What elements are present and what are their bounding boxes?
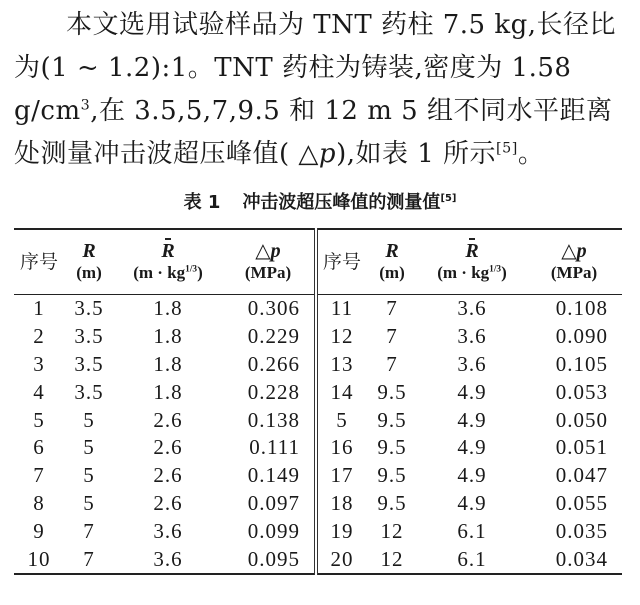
cell-right-seq: 19 [330, 518, 354, 543]
header-r-2: R (m) [379, 240, 405, 282]
cell-right-rbar: 4.9 [457, 463, 487, 488]
header-dp: △p (MPa) [222, 229, 316, 295]
measure-text: 处测量冲击波超压峰值( △ [14, 139, 319, 169]
cell-right-seq: 13 [330, 351, 354, 376]
cell-left-seq: 2 [33, 324, 45, 349]
cell-right-r: 7 [386, 324, 398, 349]
cell-right-r: 12 [380, 518, 404, 543]
cell-right-dp: 0.108 [555, 296, 608, 321]
cell-right-dp: 0.034 [555, 546, 608, 571]
table-row [14, 378, 622, 406]
cell-left-seq: 9 [33, 518, 45, 543]
table-row [14, 545, 622, 574]
table-row [14, 406, 622, 434]
cell-right-dp: 0.105 [555, 351, 608, 376]
cell-right-seq: 17 [330, 463, 354, 488]
cell-left-r: 3.5 [74, 296, 104, 321]
cell-left-rbar: 1.8 [153, 379, 183, 404]
cell-left-dp: 0.306 [222, 295, 316, 323]
measurement-table [14, 228, 622, 575]
cell-left-seq: 4 [33, 379, 45, 404]
cell-right-r: 12 [380, 546, 404, 571]
caption-citation[interactable]: [5] [440, 193, 457, 204]
cell-right-rbar: 6.1 [457, 518, 487, 543]
cell-left-r: 5 [83, 407, 95, 432]
cell-left-rbar: 2.6 [153, 435, 183, 460]
cell-right-rbar: 3.6 [457, 296, 487, 321]
paragraph-line-3 [14, 90, 624, 133]
cell-left-dp: 0.149 [222, 462, 316, 490]
cell-right-dp: 0.051 [555, 435, 608, 460]
cell-right-rbar: 4.9 [457, 490, 487, 515]
cell-right-seq: 20 [330, 546, 354, 571]
cell-right-dp: 0.035 [555, 518, 608, 543]
cell-right-seq: 14 [330, 379, 354, 404]
cell-left-rbar: 3.6 [153, 518, 183, 543]
header-dp-2: △p (MPa) [550, 240, 598, 282]
table-row [14, 490, 622, 518]
cell-left-dp: 0.097 [222, 490, 316, 518]
cell-left-dp: 0.095 [222, 545, 316, 574]
distances-text: ,在 3.5,5,7,9.5 和 12 m 5 组不同水平距离 [90, 96, 613, 126]
cell-left-seq: 5 [33, 407, 45, 432]
header-rbar-2: R $(m \cdot kg^{1/3})$ [437, 240, 507, 282]
cell-left-seq: 7 [33, 463, 45, 488]
header-seq: 序号 [19, 250, 58, 273]
cell-left-r: 5 [83, 490, 95, 515]
density-unit: g/cm [14, 96, 81, 126]
cell-right-rbar: 4.9 [457, 379, 487, 404]
cell-left-r: 3.5 [74, 351, 104, 376]
cell-left-rbar: 2.6 [153, 463, 183, 488]
cell-right-r: 7 [386, 296, 398, 321]
cell-right-r: 9.5 [377, 407, 407, 432]
cell-right-rbar: 3.6 [457, 351, 487, 376]
paragraph-line-4 [14, 133, 624, 176]
cell-left-seq: 3 [33, 351, 45, 376]
table-row [14, 295, 622, 323]
cell-left-r: 7 [83, 546, 95, 571]
table-row [14, 351, 622, 379]
cell-left-rbar: 2.6 [153, 490, 183, 515]
cell-left-rbar: 1.8 [153, 351, 183, 376]
cell-left-dp: 0.229 [222, 323, 316, 351]
cell-left-seq: 1 [33, 296, 45, 321]
cell-right-dp: 0.047 [555, 463, 608, 488]
table-row [14, 462, 622, 490]
cell-left-r: 3.5 [74, 324, 104, 349]
sentence-end: 。 [517, 139, 545, 169]
cell-right-r: 9.5 [377, 490, 407, 515]
cell-right-seq: 5 [336, 407, 348, 432]
cell-left-dp: 0.138 [222, 406, 316, 434]
cell-left-seq: 8 [33, 490, 45, 515]
table-row [14, 323, 622, 351]
header-rbar: R $(m \cdot kg^{1/3})$ [133, 240, 203, 282]
table-row [14, 517, 622, 545]
cell-right-rbar: 6.1 [457, 546, 487, 571]
cell-left-dp: 0.266 [222, 351, 316, 379]
paragraph-line-1: 本文选用试验样品为 TNT 药柱 7.5 kg,长径比 [66, 10, 617, 40]
cell-right-r: 9.5 [377, 379, 407, 404]
table-row [14, 434, 622, 462]
cell-left-r: 5 [83, 435, 95, 460]
cell-left-rbar: 3.6 [153, 546, 183, 571]
cell-right-rbar: 3.6 [457, 324, 487, 349]
cell-right-dp: 0.053 [555, 379, 608, 404]
pressure-variable: p [318, 139, 337, 169]
cell-right-seq: 12 [330, 324, 354, 349]
cell-left-r: 3.5 [74, 379, 104, 404]
table-ref-text: ),如表 1 所示 [336, 139, 497, 169]
cell-left-dp: 0.228 [222, 378, 316, 406]
body-paragraph [14, 4, 624, 176]
unit-exponent: 3 [80, 97, 91, 114]
cell-left-seq: 10 [27, 546, 51, 571]
cell-right-seq: 11 [330, 296, 354, 321]
table-caption [0, 188, 640, 214]
cell-right-seq: 16 [330, 435, 354, 460]
cell-right-dp: 0.055 [555, 490, 608, 515]
table-title: 冲击波超压峰值的测量值 [242, 192, 441, 213]
cell-right-rbar: 4.9 [457, 407, 487, 432]
cell-left-r: 5 [83, 463, 95, 488]
cell-left-rbar: 2.6 [153, 407, 183, 432]
table-header-row [14, 229, 622, 295]
cell-left-dp: 0.099 [222, 517, 316, 545]
cell-left-dp: 0.111 [222, 434, 316, 462]
paragraph-line-2: 为(1 ~ 1.2):1。TNT 药柱为铸装,密度为 1.58 [14, 53, 572, 83]
cell-left-rbar: 1.8 [153, 296, 183, 321]
cell-right-dp: 0.050 [555, 407, 608, 432]
cell-right-r: 9.5 [377, 435, 407, 460]
table-number: 表 1 [183, 192, 221, 213]
cell-left-rbar: 1.8 [153, 324, 183, 349]
cell-right-seq: 18 [330, 490, 354, 515]
cell-left-seq: 6 [33, 435, 45, 460]
header-seq-2: 序号 [322, 250, 361, 273]
header-r: R (m) [76, 240, 102, 282]
cell-right-r: 9.5 [377, 463, 407, 488]
cell-right-r: 7 [386, 351, 398, 376]
cell-right-dp: 0.090 [555, 324, 608, 349]
citation-ref[interactable]: [5] [496, 140, 518, 157]
cell-left-r: 7 [83, 518, 95, 543]
cell-right-rbar: 4.9 [457, 435, 487, 460]
